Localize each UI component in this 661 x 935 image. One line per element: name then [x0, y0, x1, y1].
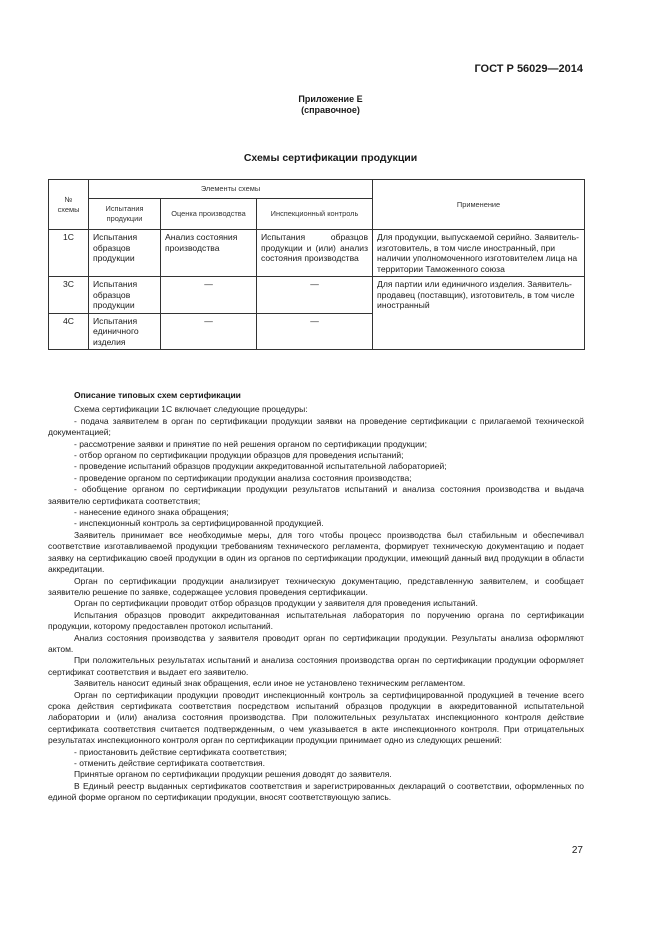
- scheme-description: [48, 390, 584, 804]
- cell-assessment: —: [161, 277, 257, 314]
- cell-testing: Испытания образцов продукции: [89, 277, 161, 314]
- list-item: - нанесение единого знака обращения;: [74, 507, 229, 518]
- appendix-note: (справочное): [301, 105, 360, 115]
- appendix-title: Приложение Е: [298, 94, 363, 104]
- certification-schemes-table: [48, 179, 585, 350]
- paragraph: Испытания образцов проводит аккредитованная испытательная лаборатория по поручению органа по сертификации продукции, которому предоставлен протокол испытаний.: [48, 609, 584, 632]
- list-item: - приостановить действие сертификата соответствия;: [74, 746, 287, 757]
- paragraph: Анализ состояния производства у заявителя проводит орган по сертификации продукции. Результаты анализа оформляют актом.: [48, 632, 584, 654]
- paragraph: При положительных результатах испытаний и анализа состояния производства орган по сертификации продукции оформляет сертификат соответствия и выдает его заявителю.: [48, 655, 584, 677]
- paragraph: Орган по сертификации продукции проводит инспекционный контроль за сертифицированной продукцией в течение всего срока действия сертификата соответствия посредством испытаний образцов продукции в аккредитованной испытательной лаборатории и (или) анализа состояния производства. При положительных результатах инспекционного контроля действие сертификата соответствия считается подтвержденным, о чем указывается в акте инспекционного контроля. При отрицательных результатах инспекционного контроля орган по сертификации продукции принимает одно из следующих решений:: [48, 689, 584, 746]
- table-row: [49, 230, 585, 277]
- standard-number: ГОСТ Р 56029—2014: [474, 63, 583, 75]
- paragraph: Орган по сертификации проводит отбор образцов продукции у заявителя для проведения испытаний.: [74, 598, 478, 609]
- paragraph: В Единый реестр выданных сертификатов соответствия и зарегистрированных деклараций о соответствии, оформленных по единой форме органом по сертификации продукции, вносят соответствующую запись.: [48, 780, 584, 803]
- table-header-row: [49, 180, 585, 199]
- header-scheme-number: № схемы: [49, 180, 89, 230]
- list-item: - инспекционный контроль за сертифицированной продукцией.: [74, 518, 324, 529]
- section-heading: Описание типовых схем сертификации: [74, 390, 241, 400]
- paragraph: Заявитель наносит единый знак обращения, если иное не установлено техническим регламентом.: [74, 678, 466, 689]
- list-item: - отменить действие сертификата соответствия.: [74, 758, 266, 768]
- list-item: - проведение органом по сертификации продукции анализа состояния производства;: [74, 472, 412, 483]
- table-row: [49, 277, 585, 314]
- list-item: - подача заявителем в орган по сертификации продукции заявки на проведение сертификации с прилагаемой технической документацией;: [48, 415, 584, 438]
- cell-inspection: Испытания образцов продукции и (или) анализ состояния производства: [257, 230, 373, 277]
- scheme-number: 3С: [49, 277, 89, 314]
- paragraph: Заявитель принимает все необходимые меры, для того чтобы процесс производства был стабильным и обеспечивал соответствие изготавливаемой продукции требованиям технического регламента, формирует техническую документацию и подает заявку на сертификацию своей продукции в один из органов по сертификации продукции, имеющий данный вид продукции в области аккредитации.: [48, 529, 584, 575]
- paragraph: Принятые органом по сертификации продукции решения доводят до заявителя.: [74, 769, 392, 780]
- scheme-number: 1С: [49, 230, 89, 277]
- scheme-number: 4С: [49, 313, 89, 350]
- header-scheme-elements: Элементы схемы: [89, 180, 373, 199]
- cell-assessment: —: [161, 313, 257, 350]
- list-item: - рассмотрение заявки и принятие по ней решения органом по сертификации продукции;: [74, 438, 428, 449]
- cell-application: Для партии или единичного изделия. Заявитель-продавец (поставщик), изготовитель, в том числе иностранный: [373, 277, 585, 350]
- paragraph: Схема сертификации 1С включает следующие процедуры:: [74, 404, 308, 415]
- header-application: Применение: [373, 180, 585, 230]
- list-item: - обобщение органом по сертификации продукции результатов испытаний и анализа состояния производства и выдача заявителю сертификата соответствия;: [48, 484, 584, 506]
- cell-inspection: —: [257, 277, 373, 314]
- cell-application: Для продукции, выпускаемой серийно. Заявитель-изготовитель, в том числе иностранный, при наличии уполномоченного изготовителем лица на территории Таможенного союза: [373, 230, 585, 277]
- cell-testing: Испытания образцов продукции: [89, 230, 161, 277]
- paragraph: Орган по сертификации продукции анализирует техническую документацию, представленную заявителем, и сообщает заявителю решение по заявке, содержащее условия проведения сертификации.: [48, 575, 584, 597]
- list-item: - проведение испытаний образцов продукции аккредитованной испытательной лабораторией;: [74, 461, 447, 472]
- page-number: 27: [571, 845, 583, 856]
- list-item: - отбор органом по сертификации продукции образцов для проведения испытаний;: [74, 450, 404, 461]
- header-production-assessment: Оценка производства: [161, 199, 257, 230]
- table-title: Схемы сертификации продукции: [243, 152, 418, 164]
- cell-testing: Испытания единичного изделия: [89, 313, 161, 350]
- header-product-testing: Испытания продукции: [89, 199, 161, 230]
- appendix-heading: [0, 94, 661, 116]
- cell-inspection: —: [257, 313, 373, 350]
- header-inspection-control: Инспекционный контроль: [257, 199, 373, 230]
- cell-assessment: Анализ состояния производства: [161, 230, 257, 277]
